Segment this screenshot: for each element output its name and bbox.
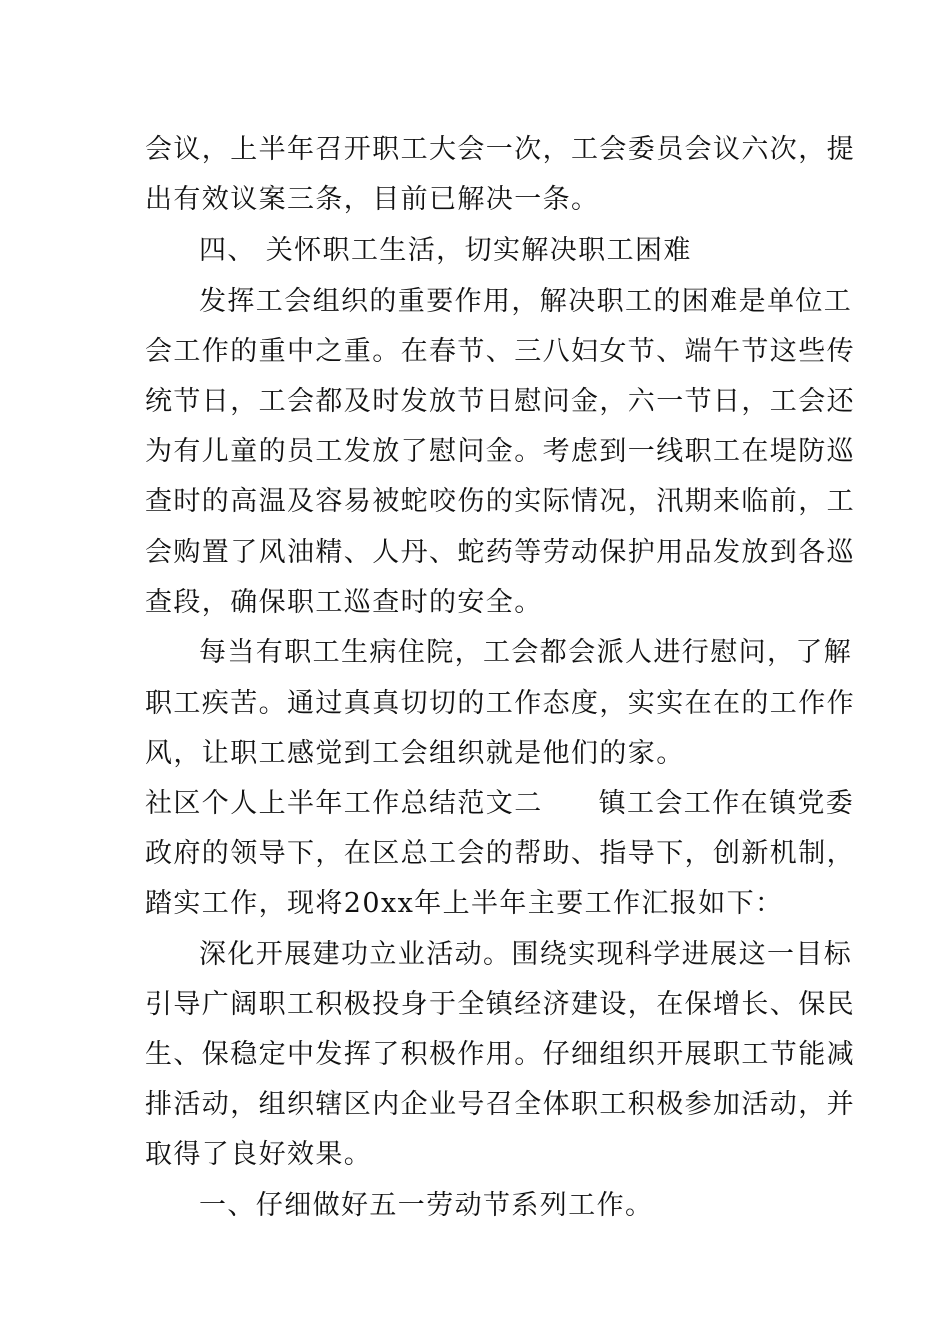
paragraph-line: 踏实工作，现将20xx年上半年主要工作汇报如下： bbox=[145, 888, 784, 919]
paragraph-line: 会工作的重中之重。在春节、三八妇女节、端午节这些传 bbox=[145, 336, 855, 367]
paragraph-line: 深化开展建功立业活动。围绕实现科学进展这一目标 bbox=[199, 939, 853, 970]
section-heading: 一、仔细做好五一劳动节系列工作。 bbox=[199, 1190, 654, 1221]
paragraph-line: 风，让职工感觉到工会组织就是他们的家。 bbox=[145, 738, 685, 769]
paragraph-line: 会购置了风油精、人丹、蛇药等劳动保护用品发放到各巡 bbox=[145, 537, 855, 568]
paragraph-line: 会议，上半年召开职工大会一次，工会委员会议六次，提 bbox=[145, 134, 855, 165]
paragraph-line: 排活动，组织辖区内企业号召全体职工积极参加活动，并 bbox=[145, 1089, 855, 1120]
section-heading: 四、 关怀职工生活，切实解决职工困难 bbox=[199, 235, 692, 266]
paragraph-line: 每当有职工生病住院，工会都会派人进行慰问，了解 bbox=[199, 637, 853, 668]
paragraph-line: 职工疾苦。通过真真切切的工作态度，实实在在的工作作 bbox=[145, 688, 855, 719]
paragraph-line: 为有儿童的员工发放了慰问金。考虑到一线职工在堤防巡 bbox=[145, 436, 855, 467]
title-line bbox=[145, 784, 855, 824]
document-title: 社区个人上半年工作总结范文二 bbox=[145, 788, 543, 819]
paragraph-line: 统节日，工会都及时发放节日慰问金，六一节日，工会还 bbox=[145, 386, 855, 417]
paragraph-line: 生、保稳定中发挥了积极作用。仔细组织开展职工节能减 bbox=[145, 1039, 855, 1070]
paragraph-line: 发挥工会组织的重要作用，解决职工的困难是单位工 bbox=[199, 286, 853, 317]
paragraph-line: 查段，确保职工巡查时的安全。 bbox=[145, 587, 543, 618]
paragraph-line: 出有效议案三条，目前已解决一条。 bbox=[145, 184, 600, 215]
paragraph-line: 查时的高温及容易被蛇咬伤的实际情况，汛期来临前，工 bbox=[145, 486, 855, 517]
paragraph-line: 引导广阔职工积极投身于全镇经济建设，在保增长、保民 bbox=[145, 989, 855, 1020]
paragraph-start: 镇工会工作在镇党委 bbox=[598, 788, 855, 819]
paragraph-line: 取得了良好效果。 bbox=[145, 1139, 373, 1170]
paragraph-line: 政府的领导下，在区总工会的帮助、指导下，创新机制， bbox=[145, 838, 855, 869]
